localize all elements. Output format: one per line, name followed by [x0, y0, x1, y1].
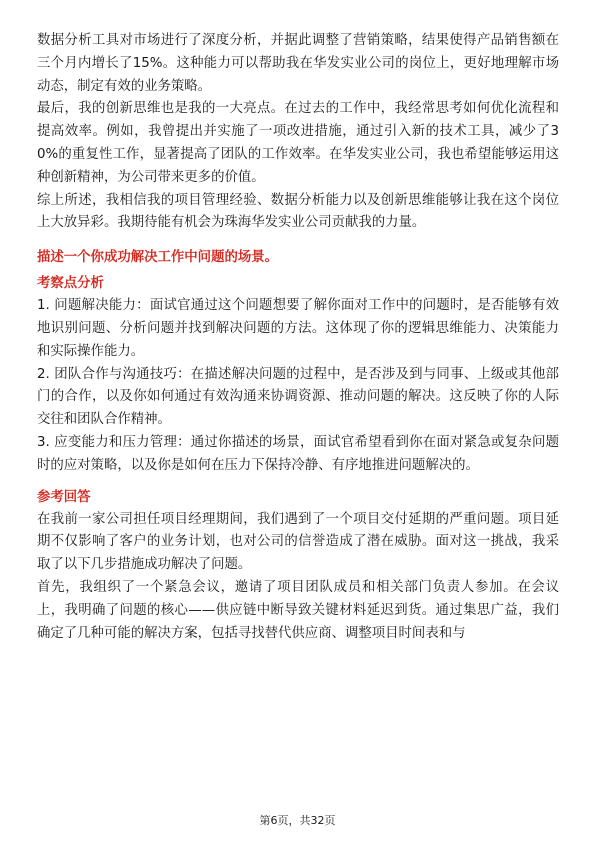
intro-paragraph-3: 综上所述，我相信我的项目管理经验、数据分析能力以及创新思维能够让我在这个岗位上大放异彩。我期待能有机会为珠海华发实业公司贡献我的力量。 — [37, 192, 559, 231]
analysis-point-3: 3. 应变能力和压力管理：通过你描述的场景，面试官希望看到你在面对紧急或复杂问题时的应对策略，以及你是如何在压力下保持冷静、有序地推进问题解决的。 — [37, 434, 559, 473]
intro-paragraph-1: 数据分析工具对市场进行了深度分析，并据此调整了营销策略，结果使得产品销售额在三个月内增长了15%。这种能力可以帮助我在华发实业公司的岗位上，更好地理解市场动态，制定有效的业务策略。 — [37, 33, 559, 94]
analysis-point-1: 1. 问题解决能力：面试官通过这个问题想要了解你面对工作中的问题时，是否能够有效地识别问题、分析问题并找到解决问题的方法。这体现了你的逻辑思维能力、决策能力和实际操作能力。 — [37, 298, 559, 359]
page-content — [37, 30, 559, 645]
page-footer — [0, 812, 595, 828]
page-number-label: 第6页，共32页 — [259, 814, 336, 827]
intro-paragraph-2: 最后，我的创新思维也是我的一大亮点。在过去的工作中，我经常思考如何优化流程和提高效率。例如，我曾提出并实施了一项改进措施，通过引入新的技术工具，减少了30%的重复性工作，显著提高了团队的工作效率。在华发实业公司，我也希望能够运用这种创新精神，为公司带来更多的价值。 — [37, 101, 559, 185]
analysis-point-2: 2. 团队合作与沟通技巧：在描述解决问题的过程中，是否涉及到与同事、上级或其他部门的合作，以及你如何通过有效沟通来协调资源、推动问题的解决。这反映了你的人际交往和团队合作精神。 — [37, 366, 559, 428]
analysis-heading: 考察点分析 — [37, 276, 104, 292]
answer-paragraph-2: 首先，我组织了一个紧急会议，邀请了项目团队成员和相关部门负责人参加。在会议上，我明确了问题的核心——供应链中断导致关键材料延迟到货。通过集思广益，我们确定了几种可能的解决方案，包括寻找替代供应商、调整项目时间表和与 — [37, 579, 559, 641]
answer-paragraph-1: 在我前一家公司担任项目经理期间，我们遇到了一个项目交付延期的严重问题。项目延期不仅影响了客户的业务计划，也对公司的信誉造成了潜在威胁。面对这一挑战，我采取了以下几步措施成功解决了问题。 — [37, 511, 559, 573]
answer-heading: 参考回答 — [37, 489, 91, 505]
interview-question: 描述一个你成功解决工作中问题的场景。 — [37, 250, 279, 266]
